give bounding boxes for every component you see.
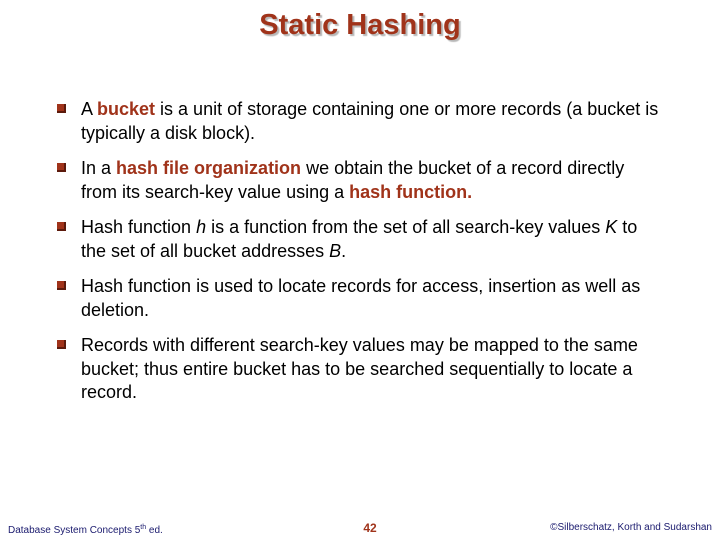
page-number: 42 bbox=[363, 521, 377, 535]
term-bucket: bucket bbox=[97, 99, 156, 119]
bullet-text: In a bbox=[81, 158, 117, 178]
square-bullet-icon bbox=[57, 163, 66, 172]
bullet-text: Hash function bbox=[81, 217, 197, 237]
bullet-text: is a unit of storage containing one or more records (a bucket is typically a disk block). bbox=[81, 99, 659, 143]
term-hash-file-organization: hash file organization bbox=[116, 158, 302, 178]
slide-title: Static Hashing bbox=[259, 9, 461, 41]
bullet-list bbox=[0, 98, 720, 417]
bullet-text: to the set of all bucket addresses bbox=[81, 217, 638, 261]
square-bullet-icon bbox=[57, 222, 66, 231]
bullet-text: we obtain the bucket of a record directly from its search-key value using a bbox=[81, 158, 625, 202]
footer-edition-suffix: th bbox=[140, 524, 147, 531]
footer-book-title-text: Database System Concepts 5 bbox=[8, 525, 141, 536]
bullet-text: Records with different search-key values may be mapped to the same bucket; thus entire bucket has to be searched sequentially to locate a record. bbox=[81, 335, 638, 402]
variable-k: K bbox=[605, 217, 618, 237]
square-bullet-icon bbox=[57, 281, 66, 290]
variable-h: h bbox=[196, 217, 207, 237]
bullet-text: is a function from the set of all search-key values bbox=[206, 217, 606, 237]
bullet-item-bucket-collisions bbox=[0, 334, 720, 405]
bullet-item-bucket bbox=[0, 98, 720, 145]
variable-b: B bbox=[329, 240, 342, 261]
term-hash-function: hash function. bbox=[349, 181, 473, 202]
bullet-text: A bbox=[81, 99, 98, 119]
bullet-item-hash-function-definition bbox=[0, 216, 720, 263]
square-bullet-icon bbox=[57, 340, 66, 349]
bullet-item-hash-function-usage bbox=[0, 275, 720, 322]
bullet-text: . bbox=[341, 240, 347, 261]
footer-edition-label: ed. bbox=[146, 525, 163, 536]
bullet-item-hash-file-organization bbox=[0, 157, 720, 204]
footer-copyright: ©Silberschatz, Korth and Sudarshan bbox=[550, 522, 712, 533]
bullet-text: Hash function is used to locate records for access, insertion as well as deletion. bbox=[81, 276, 641, 320]
square-bullet-icon bbox=[57, 104, 66, 113]
